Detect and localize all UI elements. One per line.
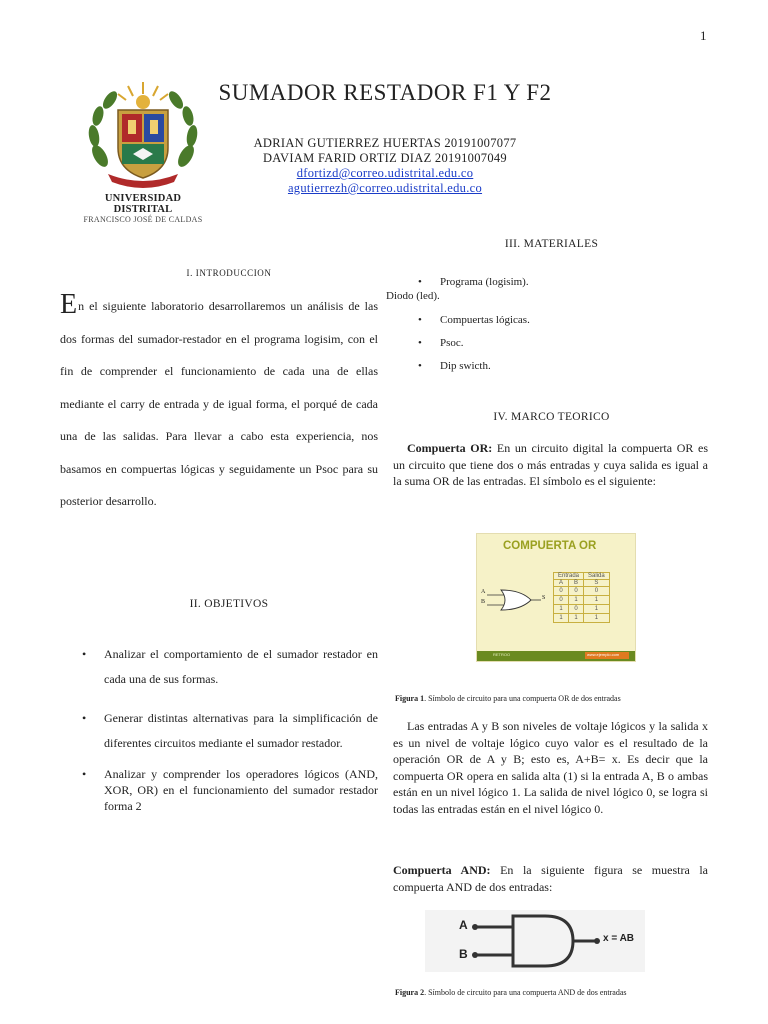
truth-table-subheader: A	[554, 580, 569, 587]
truth-table-subheader: S	[584, 580, 610, 587]
truth-table-subheader: B	[569, 580, 584, 587]
or-truth-table	[553, 572, 610, 623]
figure-2-label: Figura 2	[395, 988, 425, 997]
truth-cell: 1	[584, 596, 610, 605]
or-gate-figure	[476, 533, 636, 662]
and-gate-figure	[425, 910, 645, 972]
page-number: 1	[700, 28, 707, 43]
logo-subname: FRANCISCO JOSÉ DE CALDAS	[83, 215, 203, 224]
material-stray-line: Diodo (led).	[386, 290, 440, 302]
or-explanation: Las entradas A y B son niveles de voltaje lógicos y la salida x es un nivel de voltaje lógico cuyo valor es el resultado de la operación OR de A y B; esto es, A+B= x. Es decir que la compuerta OR opera en salida alta (1) si la entrada A, B o ambas están en un nivel lógico 1. La salida de nivel lógico 0, se logra si todas las entradas están en el nivel lógico 0.	[393, 719, 708, 816]
table-row	[554, 614, 610, 623]
or-input-a: A	[481, 589, 486, 595]
truth-cell: 0	[554, 596, 569, 605]
author-2: DAVIAM FARID ORTIZ DIAZ 20191007049	[262, 151, 507, 165]
table-row	[554, 596, 610, 605]
truth-cell: 0	[569, 587, 584, 596]
material-item: • Compuertas lógicas.	[418, 313, 708, 327]
and-label: Compuerta AND:	[393, 863, 491, 877]
table-row	[554, 587, 610, 596]
or-label: Compuerta OR:	[407, 441, 493, 455]
truth-cell: 1	[584, 614, 610, 623]
materials-heading: III. MATERIALES	[504, 238, 599, 250]
figure-2-caption	[395, 988, 708, 997]
university-logo	[78, 78, 208, 224]
or-figure-title: COMPUERTA OR	[503, 540, 597, 552]
figure-2-text: . Símbolo de circuito para una compuerta AND de dos entradas	[424, 988, 627, 997]
table-row	[554, 605, 610, 614]
objectives-list	[82, 642, 378, 814]
and-text: En la siguiente figura se muestra la compuerta AND de dos entradas:	[393, 863, 708, 894]
materials-list	[418, 275, 708, 289]
intro-paragraph	[60, 290, 378, 518]
author-1: ADRIAN GUTIERREZ HUERTAS 20191007077	[253, 136, 517, 150]
and-input-b: B	[459, 947, 468, 961]
material-item: • Dip swicth.	[418, 359, 708, 373]
truth-table-header: Salida	[584, 573, 610, 580]
objectives-heading: II. OBJETIVOS	[189, 598, 269, 610]
and-paragraph	[393, 862, 708, 895]
materials-list-cont	[418, 313, 708, 373]
truth-cell: 0	[584, 587, 610, 596]
or-figure-footer-right: www.ejemplo.com	[587, 652, 620, 657]
truth-cell: 0	[554, 587, 569, 596]
or-output-s: S	[542, 595, 546, 601]
objective-item: • Analizar y comprender los operadores lógicos (AND, XOR, OR) en el funcionamiento del sumador restador forma 2	[82, 766, 378, 814]
truth-cell: 1	[569, 614, 584, 623]
email-link-2[interactable]: agutierrezh@correo.udistrital.edu.co	[287, 181, 483, 195]
theory-heading: IV. MARCO TEORICO	[493, 411, 610, 423]
figure-1-text: . Símbolo de circuito para una compuerta OR de dos entradas	[424, 694, 621, 703]
truth-cell: 1	[554, 605, 569, 614]
logo-name: UNIVERSIDAD DISTRITAL	[104, 193, 182, 215]
objective-item: • Analizar el comportamiento de el sumador restador en cada una de sus formas.	[82, 642, 378, 692]
page-title: SUMADOR RESTADOR F1 Y F2	[218, 80, 552, 105]
truth-table-header: Entrada	[554, 573, 584, 580]
objective-item: • Generar distintas alternativas para la simplificación de diferentes circuitos mediante el sumador restador.	[82, 706, 378, 756]
and-output: x = AB	[603, 933, 635, 944]
material-item: • Psoc.	[418, 336, 708, 350]
or-text: En un circuito digital la compuerta OR es un circuito que tiene dos o más entradas y cuya salida es igual a la suma OR de las entradas. El símbolo es el siguiente:	[393, 441, 708, 488]
email-link-1[interactable]: dfortizd@correo.udistrital.edu.co	[296, 166, 474, 180]
intro-heading: I. INTRODUCCION	[186, 268, 272, 278]
university-crest-icon	[78, 78, 208, 188]
author-block	[190, 136, 580, 196]
or-figure-footer-left: RETROO	[493, 652, 511, 657]
truth-cell: 0	[569, 605, 584, 614]
and-input-a: A	[459, 918, 468, 932]
or-paragraph	[393, 440, 708, 490]
figure-1-caption	[395, 694, 708, 703]
truth-cell: 1	[569, 596, 584, 605]
or-input-b: B	[481, 599, 486, 605]
intro-dropcap: E	[60, 289, 78, 320]
intro-text: n el siguiente laboratorio desarrollaremos un análisis de las dos formas del sumador-restador en el programa logisim, con el fin de comprender el funcionamiento de cada una de ellas mediante el carry de entrada y de igual forma, el porqué de cada una de las salidas. Para llevar a cabo esta experiencia, nos basamos en compuertas lógicas y seguidamente un Psoc para su posterior desarrollo.	[60, 299, 378, 508]
truth-cell: 1	[584, 605, 610, 614]
figure-1-label: Figura 1	[395, 694, 425, 703]
truth-cell: 1	[554, 614, 569, 623]
material-item: • Programa (logisim).	[418, 275, 708, 289]
